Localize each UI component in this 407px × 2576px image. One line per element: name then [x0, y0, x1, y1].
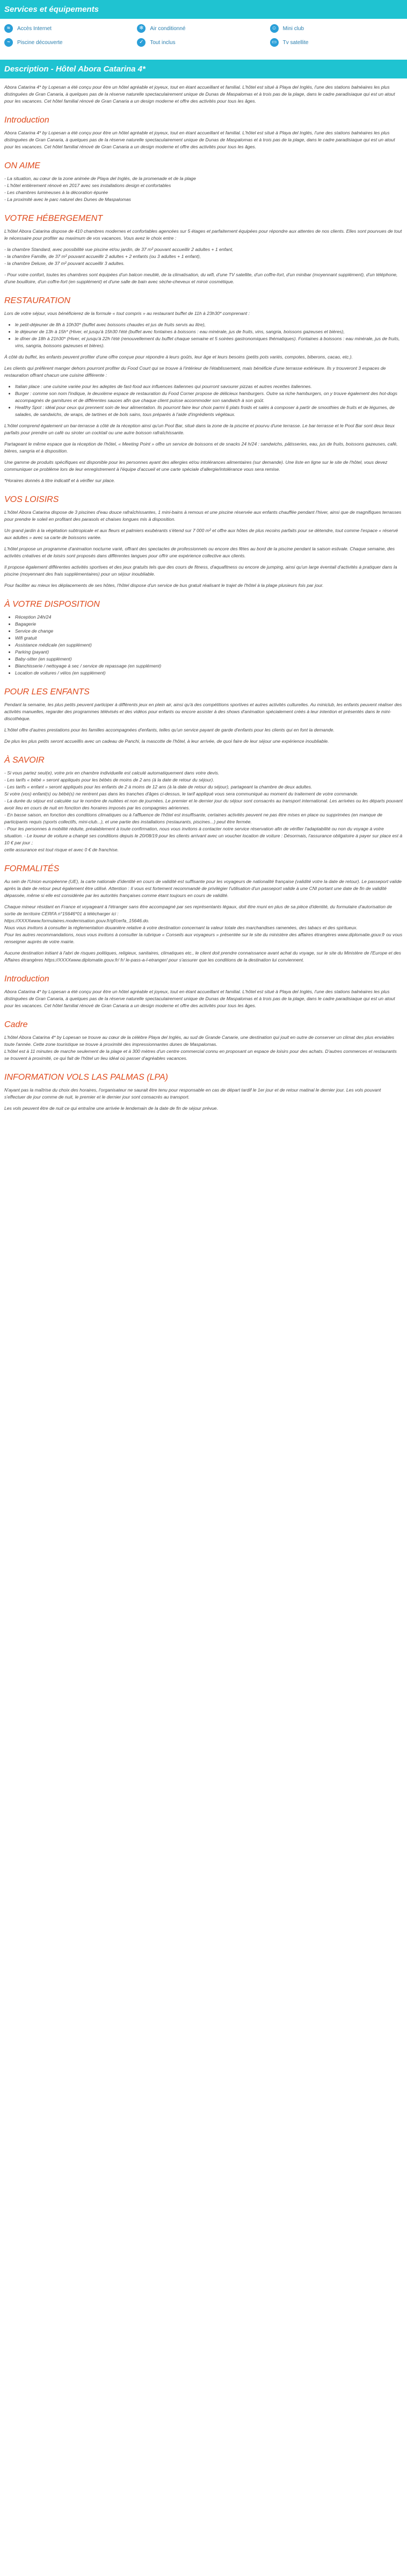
- amenity-label: Mini club: [282, 25, 304, 32]
- formalites-link[interactable]: https://XXXXwww.formulaires.modernisation.gouv.fr/gf/cerfa_15646.do.: [4, 918, 150, 923]
- services-title: Services et équipements: [0, 0, 407, 19]
- on-aime-heading: ON AIME: [4, 161, 40, 170]
- intro-paragraph-2: Abora Catarina 4* by Lopesan a été conçu pour être un hôtel agréable et joyeux, tout en étant accueillant et familial. L'hôtel est situé à Playa del Inglés, l'une des stations balnéaires les plus distinguées de Gran Canaria, à quelques pas de la réserve naturelle spectaculairement unique de Dunas de Maspalomas et à trois pas de la plage, dans le cadre paradisiaque qui est un atout pour les vacances. Cet hôtel familial rénové de Gran Canaria a un design moderne et offre des activités pour tous les âges.: [4, 989, 395, 1008]
- hebergement-paragraph: - Pour votre confort, toutes les chambres sont équipées d'un balcon meublé, de la climatisation, du wifi, d'une TV satellite, d'un coffre-fort, d'un minibar (moyennant supplément), d'un téléphone, d'une bouilloire, d'un coffre-fort (en supplément) et d'une salle de bain avec sèche-cheveux et miroir cosmétique.: [4, 272, 398, 284]
- intro-heading-1: Introduction: [4, 116, 49, 125]
- formalites-paragraph: Aucune destination initiant à l'abri de risques politiques, religieux, sanitaires, climatiques etc., le client doit prendre connaissance avant achat du voyage, sur le site du Ministère de l'Europe et des Affaires étrangères https://XXXXwww.diplomatie.gouv.fr/ fr/ le-pass-a-l-etranger/ pour s'assurer que les conditions de la destination lui conviennent.: [4, 950, 401, 963]
- page: [0, 0, 407, 1127]
- savoir-item: Si votre (vos) enfant(s) ou bébé(s) ne rentrent pas dans les tranches d'âges ci-dessus, le tarif appliqué vous sera communiqué au moment du traitement de votre commande.: [4, 791, 359, 797]
- on-aime-item: - L'hôtel entièrement rénové en 2017 avec ses installations design et confortables: [4, 183, 171, 188]
- restauration-paragraph: À côté du buffet, les enfants peuvent profiter d'une offre conçue pour répondre à leurs goûts, leur âge et leurs besoins (petits pots variés, compotes, biberons, cacao, etc.).: [4, 354, 353, 360]
- hebergement-paragraph: - la chambre Standard, avec possibilité vue piscine et/ou jardin, de 37 m² pouvant accueillir 2 adultes + 1 enfant,: [4, 247, 234, 252]
- formalites-heading: FORMALITÉS: [4, 864, 60, 873]
- list-item: • Wifi gratuit: [15, 635, 403, 642]
- savoir-item: - Les tarifs « bébé » seront appliqués pour les bébés de moins de 2 ans (à la date de retour du séjour).: [4, 777, 214, 783]
- list-item: • Location de voitures / vélos (en supplément): [15, 670, 403, 677]
- formalites-paragraph: Au sein de l'Union européenne (UE), la carte nationale d'identité en cours de validité est suffisante pour les voyageurs de nationalité française (validité votre la date de retour). Le passeport valide après la date de retour peut également être utilisé. Attention : Il vous est fortement recommandé de privilégier l'utilisation d'un passeport valide à une CNI portant une date de fin de validité dépassée, même si elle est considérée par les autorités françaises comme étant toujours en cours de validité.: [4, 879, 402, 898]
- enfants-heading: POUR LES ENFANTS: [4, 687, 90, 697]
- hebergement-paragraph: L'hôtel Abora Catarina dispose de 410 chambres modernes et confortables agencées sur 5 étages et parfaitement équipées pour répondre aux attentes de nos clients. Elles sont pourvues de tout le nécessaire pour profiter au maximum de vos vacances. Vous avez le choix entre :: [4, 228, 402, 241]
- loisirs-paragraph: L'hôtel propose un programme d'animation nocturne varié, offrant des spectacles de professionnels ou encore des fêtes au bord de la piscine pendant la saison estivale. Chaque semaine, des activités créatives et de loisirs sont proposés dans différentes langues pour offrir une expérience collective aux clients.: [4, 546, 395, 558]
- wifi-icon: ≈: [4, 24, 13, 33]
- restauration-paragraph: Les clients qui préfèrent manger dehors pourront profiter du Food Court qui se trouve à l'intérieur de l'établissement, mais bénéficie d'une terrasse extérieure. Ils y trouveront 3 espaces de restauration offrant chacun une cuisine différente :: [4, 365, 386, 378]
- list-item: • Blanchisserie / nettoyage à sec / service de repassage (en supplément): [15, 663, 403, 670]
- restauration-heading: RESTAURATION: [4, 296, 70, 305]
- vols-paragraph: N'ayant pas la maîtrise du choix des horaires, l'organisateur ne saurait être tenu pour responsable en cas de départ tardif le 1er jour et de retour matinal le dernier jour. Les vols pouvant s'effectuer de jour comme de nuit, le premier et le dernier jour sont consacrés au transport.: [4, 1087, 381, 1100]
- amenity-all-inclusive: [137, 38, 270, 47]
- list-item: • Baby-sitter (en supplément): [15, 656, 403, 663]
- amenity-label: Tout inclus: [150, 39, 176, 46]
- amenity-tv: [270, 38, 403, 47]
- savoir-heading: À SAVOIR: [4, 756, 45, 765]
- list-item: • Healthy Spot : idéal pour ceux qui prennent soin de leur alimentation. Ils pourront faire leur choix parmi 6 plats froids et salés à composer à partir de smoothies de fruits et de légumes, de salades, de sandwichs, de wraps, de tartines et de bols sains, tous préparés à l'aide d'ingrédients végétaux.: [15, 404, 403, 418]
- restauration-note: *Horaires donnés à titre indicatif et à vérifier sur place.: [4, 478, 115, 483]
- savoir-item: - En basse saison, en fonction des conditions climatiques ou à l'affluence de l'hôtel est insuffisante, certaines activités peuvent ne pas être mises en place ou supprimées (en manque de participants requis (sports collectifs, mini-club...), et une partie des installations (restaurants, piscines...) peut être fermée.: [4, 812, 383, 824]
- hebergement-paragraph: - la chambre Deluxe, de 37 m² pouvant accueillir 3 adultes.: [4, 261, 125, 266]
- mini-club-icon: ☺: [270, 24, 279, 33]
- description-content: [0, 84, 407, 1112]
- amenity-wifi: [4, 24, 137, 33]
- vols-paragraph: Les vols peuvent être de nuit ce qui entraîne une arrivée le lendemain de la date de fin de séjour prévue.: [4, 1106, 218, 1111]
- pool-heated-icon: ~: [4, 38, 13, 47]
- restauration-list: [4, 321, 403, 349]
- savoir-item: - Si vous partez seul(e), votre prix en chambre individuelle est calculé automatiquement dans votre devis.: [4, 770, 220, 776]
- intro-paragraph: Abora Catarina 4* by Lopesan a été conçu pour être un hôtel agréable et joyeux, tout en étant accueillant et familial. L'hôtel est situé à Playa del Inglés, l'une des stations balnéaires les plus distinguées de Gran Canaria, à quelques pas de la réserve naturelle spectaculairement unique de Dunas de Maspalomas et à trois pas de la plage, dans le cadre paradisiaque qui est un atout pour les vacances. Cet hôtel familial rénové de Gran Canaria a un design moderne et offre des activités pour tous les âges.: [4, 84, 395, 104]
- amenity-aircon: [137, 24, 270, 33]
- restauration-paragraph: L'hôtel comprend également un bar-terrasse à côté de la réception ainsi qu'un Pool Bar, situé dans la zone de la piscine et pourvu d'une terrasse. Le bar-terrasse et le Pool Bar sont deux lieux parfaits pour prendre un café ou siroter un cocktail ou une autre boisson rafraîchissante.: [4, 423, 395, 435]
- vols-heading: INFORMATION VOLS LAS PALMAS (LPA): [4, 1073, 168, 1082]
- amenity-label: Air conditionné: [150, 25, 186, 32]
- list-item: • Réception 24h/24: [15, 614, 403, 621]
- on-aime-item: - Les chambres lumineuses à la décoration épurée: [4, 190, 108, 195]
- list-item: • Bagagerie: [15, 621, 403, 628]
- tv-icon: ▭: [270, 38, 279, 47]
- description-title: Description - Hôtel Abora Catarina 4*: [0, 60, 407, 78]
- formalites-paragraph: Nous vous invitons à consulter la réglementation douanière relative à votre destination concernant la valeur totale des marchandises ramenées, des tabacs et des spiritueux.: [4, 925, 358, 930]
- aircon-icon: ❄: [137, 24, 146, 33]
- list-item: • Italian place : une cuisine variée pour les adeptes de fast-food aux influences italiennes qui pourront savourer pizzas et autres recettes italiennes.: [15, 383, 403, 390]
- enfants-paragraph: De plus les plus petits seront accueillis avec un cadeau de Panchi, la mascotte de l'hôtel, à leur arrivée, de quoi faire de leur séjour une expérience inoubliable.: [4, 738, 329, 744]
- cadre-heading: Cadre: [4, 1020, 28, 1029]
- disposition-heading: À VOTRE DISPOSITION: [4, 600, 100, 609]
- list-item: • Service de change: [15, 628, 403, 635]
- amenity-label: Piscine découverte: [17, 39, 63, 46]
- loisirs-paragraph: Pour faciliter au mieux les déplacements de ses hôtes, l'hôtel dispose d'un service de bus gratuit réalisant le trajet de l'hôtel à la plage plusieurs fois par jour.: [4, 583, 324, 588]
- list-item: • le déjeuner de 13h à 15h* (Hiver, et jusqu'à 15h30 l'été (buffet avec fontaines à boissons : eau minérale, jus de fruits, vins, sangria, boissons gazeuses et bières),: [15, 328, 403, 335]
- restauration-paragraph: Une gamme de produits spécifiques est disponible pour les personnes ayant des allergies et/ou intolérances alimentaires (sur demande). Une liste en ligne sur le site de l'hôtel, vous devez communiquer ce problème lors de leur enregistrement à l'équipe d'accueil et une carte spéciale d'allergie/intolérance vous sera remise.: [4, 460, 388, 472]
- on-aime-item: - La situation, au cœur de la zone animée de Playa del Inglés, de la promenade et de la plage: [4, 176, 196, 181]
- amenity-label: Accès Internet: [17, 25, 52, 32]
- amenity-mini-club: [270, 24, 403, 33]
- formalites-paragraph: Pour les autres recommandations, nous vous invitons à consulter la rubrique « Conseils aux voyageurs » présentée sur le site du ministère des affaires étrangères www.diplomatie.gouv.fr ou vous renseigner auprès de votre mairie.: [4, 932, 403, 944]
- list-item: • le petit-déjeuner de 8h à 10h30* (buffet avec boissons chaudes et jus de fruits servis au litre),: [15, 321, 403, 328]
- loisirs-paragraph: L'hôtel Abora Catarina dispose de 3 piscines d'eau douce rafraîchissantes, 1 mini-bains à remous et une piscine réservée aux enfants chauffée pendant l'hiver, ainsi que de magnifiques terrasses pour prendre le soleil en profitant des parasols et chaises longues mis à disposition.: [4, 510, 402, 522]
- amenity-pool: [4, 38, 137, 47]
- loisirs-paragraph: Un grand jardin à la végétation subtropicale et aux fleurs et palmiers exubérants s'étend sur 7 000 m² et offre aux hôtes de plus recoins parfaits pour se détendre, tout comme l'espace « réservé aux adultes » avec sa carte de boissons variée.: [4, 528, 398, 540]
- list-item: • le dîner de 18h à 21h30* (Hiver, et jusqu'à 22h l'été (renouvellement du buffet chaque semaine et 5 soirées gastronomiques thématiques). Fontaines à boissons : eau minérale, jus de fruits, vins, sangria, boissons gazeuses et bières).: [15, 335, 403, 349]
- cadre-paragraph: L'hôtel Abora Catarina 4* by Lopesan se trouve au cœur de la célèbre Playa del Inglés, au sud de Grande Canarie, une destination qui jouit en outre de conserver un climat des plus enviables toute l'année. Cette zone touristique se trouve à proximité des impressionnantes dunes de Maspalomas. L'hôtel est à 11 minutes de marche seulement de la plage et à 300 mètres d'un centre commercial connu en proposant un espace de loisirs pour des achats. D'autres commerces et restaurants se trouvent à proximité, ce qui fait de l'hôtel un lieu idéal où passer d'agréables vacances.: [4, 1035, 397, 1061]
- amenities-grid: [0, 19, 407, 50]
- intro-heading-2: Introduction: [4, 974, 49, 984]
- savoir-item: - La durée du séjour est calculée sur le nombre de nuitées et non de journées. Le premier et le dernier jour du séjour sont consacrés au transport international. Les arrivées ou les départs pouvant avoir lieu en cours de nuit en fonction des horaires imposés par les compagnies aériennes.: [4, 798, 403, 810]
- hebergement-heading: VOTRE HÉBERGEMENT: [4, 214, 103, 223]
- enfants-paragraph: Pendant la semaine, les plus petits peuvent participer à différents jeux en plein air, ainsi qu'à des compétitions sportives et autres activités culturelles. Au miniclub, les enfants peuvent réaliser des activités manuelles, regarder des programmes télévisés et des vidéos pour enfants ou encore assister à des shows d'animation spécialement créés à leur intention et présentés dans le mini-discothèque.: [4, 702, 402, 721]
- savoir-item: - Pour les personnes à mobilité réduite, préalablement à toute confirmation, nous vous invitons à contacter notre service réservation afin de vérifier l'adaptabilité ou non du voyage à votre situation. - Le loueur de voiture a changé ses conditions depuis le 20/08/19 pour les clients arrivant avec un voucher location de voiture : Désormais, l'assurance obligatoire à payer sur place est à 10 € par jour ;: [4, 826, 403, 845]
- loisirs-paragraph: Il propose également différentes activités sportives et des jeux gratuits tels que des cours de fitness, d'aquafitness ou encore de jumping, ainsi qu'un large éventail d'activités à pratiquer dans la piscine (moyennant des frais supplémentaires) pour un séjour inoubliable.: [4, 564, 397, 577]
- restauration-intro: Lors de votre séjour, vous bénéficierez de la formule « tout compris » au restaurant buffet de 11h à 23h30* comprenant :: [4, 311, 250, 316]
- amenity-label: Tv satellite: [282, 39, 309, 46]
- all-inclusive-icon: ✓: [137, 38, 146, 47]
- disposition-list: [4, 614, 403, 677]
- formalites-paragraph: Chaque mineur résidant en France et voyageant à l'étranger sans être accompagné par ses représentants légaux, doit être muni en plus de sa pièce d'identité, du formulaire d'autorisation de sortie de territoire CERFA n°15646*01 à télécharger ici :: [4, 904, 392, 916]
- loisirs-heading: VOS LOISIRS: [4, 495, 59, 504]
- savoir-item: - Les tarifs « enfant » seront appliqués pour les enfants de 2 à moins de 12 ans (à la date de retour du séjour), partageant la chambre de deux adultes.: [4, 784, 312, 790]
- intro-paragraph-1: Abora Catarina 4* by Lopesan a été conçu pour être un hôtel agréable et joyeux, tout en étant accueillant et familial. L'hôtel est situé à Playa del Inglés, l'une des stations balnéaires les plus distinguées de Gran Canaria, à quelques pas de la réserve naturelle spectaculairement unique de Dunas de Maspalomas et à trois pas de la plage, dans le cadre paradisiaque qui est un atout pour les vacances. Cet hôtel familial rénové de Gran Canaria a un design moderne et offre des activités pour tous les âges.: [4, 130, 395, 149]
- list-item: • Burger : comme son nom l'indique, le deuxième espace de restauration du Food Corner propose de délicieux hamburgers. Outre sa riche hamburgers, on y trouve également des hot-dogs accompagnés de garnitures et de différentes sauces afin que chaque client puisse accommoder son sandwich à son goût.: [15, 390, 403, 404]
- savoir-item: cette assurance est tout risque et avec 0 € de franchise.: [4, 847, 119, 852]
- restauration-paragraph: Partageant le même espace que la réception de l'hôtel, « Meeting Point » offre un service de boissons et de snacks 24 h/24 : sandwichs, pâtisseries, eau, jus de fruits, boissons gazeuses, café, bières, sangria et à disposition.: [4, 441, 398, 454]
- enfants-paragraph: L'hôtel offre d'autres prestations pour les familles accompagnées d'enfants, telles qu'un service payant de garde d'enfants pour les clients qui en font la demande.: [4, 727, 335, 733]
- hebergement-paragraph: - la chambre Famille, de 37 m² pouvant accueillir 2 adultes + 2 enfants (ou 3 adultes + 1 enfant),: [4, 254, 201, 259]
- food-court-list: [4, 383, 403, 418]
- on-aime-item: - La proximité avec le parc naturel des Dunes de Maspalomas: [4, 197, 131, 202]
- list-item: • Assistance médicale (en supplément): [15, 642, 403, 649]
- list-item: • Parking (payant): [15, 649, 403, 656]
